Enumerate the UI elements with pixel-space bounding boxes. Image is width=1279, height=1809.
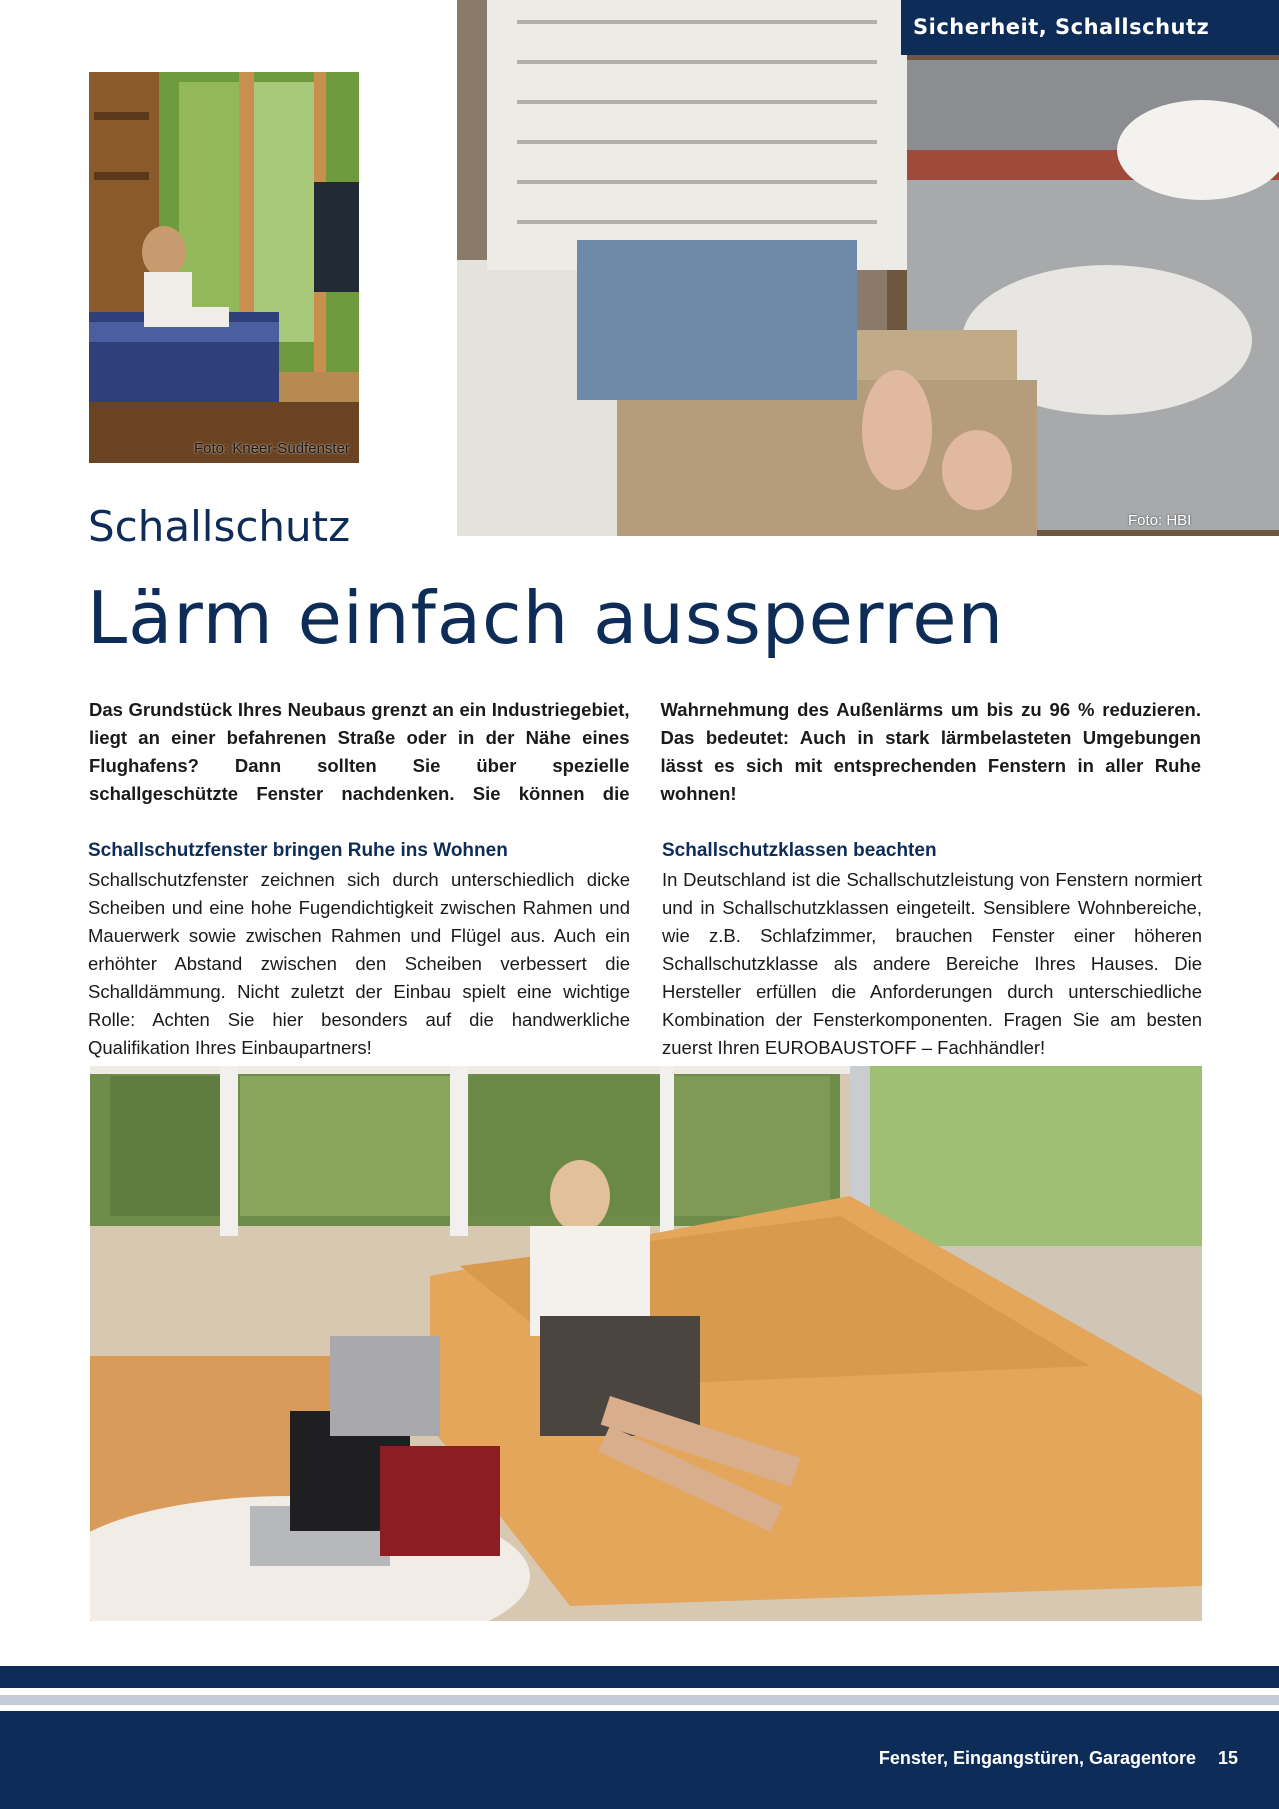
section-2 <box>662 838 1202 1062</box>
article-lead: Das Grundstück Ihres Neubaus grenzt an ein Industriegebiet, liegt an einer befahrenen Straße oder in der Nähe eines Flughafens? Dann sollten Sie über spezielle schallgeschützte Fenster nachdenken. Sie können die Wahrnehmung des Außenlärms um bis zu 96 % reduzieren. Das bedeutet: Auch in stark lärmbelasteten Umgebungen lässt es sich mit entsprechenden Fenstern in aller Ruhe wohnen! <box>89 699 1201 804</box>
article-kicker: Schallschutz <box>88 502 351 551</box>
footer-stripe-light <box>0 1695 1279 1705</box>
newspaper-photo <box>457 0 1279 536</box>
footer-title: Fenster, Eingangstüren, Garagentore <box>878 1748 1196 1768</box>
article-headline: Lärm einfach aussperren <box>87 576 1005 660</box>
section-1-text: Schallschutzfenster zeichnen sich durch unterschiedlich dicke Scheiben und eine hohe Fugendichtigkeit zwischen Rahmen und Mauerwerk sowie zwischen Rahmen und Flügel aus. Auch ein erhöhter Abstand zwischen den Scheiben verbessert die Schalldämmung. Nicht zuletzt der Einbau spielt eine wichtige Rolle: Achten Sie hier besonders auf die handwerkliche Qualifikation Ihres Einbaupartners! <box>88 869 630 1058</box>
section-2-text: In Deutschland ist die Schallschutzleistung von Fenstern normiert und in Schallschutzklassen eingeteilt. Sensiblere Wohnbereiche, wie z.B. Schlafzimmer, brauchen Fenster einer höheren Schallschutzklasse als andere Bereiche Ihres Hauses. Die Hersteller erfüllen die Anforderungen durch unterschiedliche Kombination der Fensterkomponenten. Fragen Sie am besten zuerst Ihren EUROBAUSTOFF – Fachhändler! <box>662 869 1202 1058</box>
section-2-heading: Schallschutzklassen beachten <box>662 840 937 861</box>
footer-bar <box>0 1711 1279 1809</box>
bedroom-photo <box>89 72 359 463</box>
bedroom-photo-credit: Foto: Kneer-Südfenster <box>194 440 350 457</box>
footer-stripe-dark <box>0 1666 1279 1688</box>
sofa-photo <box>90 1066 1202 1621</box>
section-tag: Sicherheit, Schallschutz <box>901 0 1279 55</box>
section-1 <box>88 838 630 1062</box>
newspaper-photo-credit: Foto: HBI <box>1128 512 1192 529</box>
section-1-heading: Schallschutzfenster bringen Ruhe ins Wohnen <box>88 840 508 861</box>
page-number: 15 <box>1217 1748 1238 1768</box>
